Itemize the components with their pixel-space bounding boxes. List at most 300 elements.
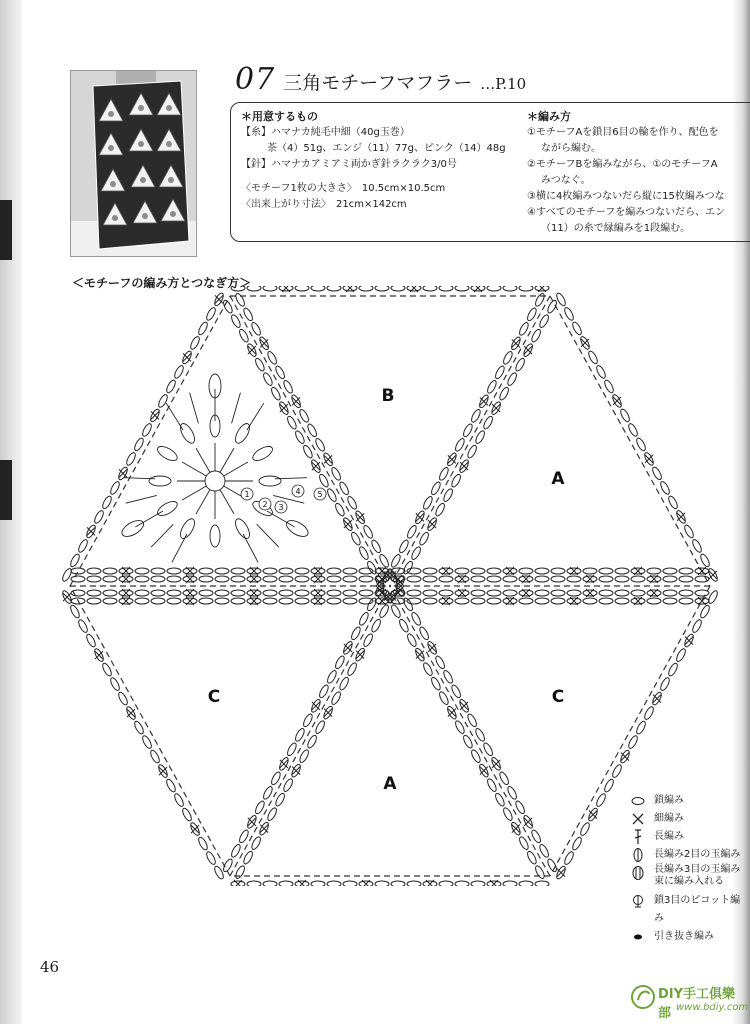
chain-stitch (430, 676, 442, 691)
chain-stitch (391, 881, 405, 886)
slip-stitch-icon (630, 928, 646, 946)
chain-stitch (487, 286, 501, 291)
chain-stitch (242, 307, 254, 322)
chain-stitch (199, 590, 213, 596)
chain-stitch (454, 720, 466, 735)
chain-stitch (295, 286, 309, 291)
single-crochet-mark (95, 651, 103, 659)
chain-stitch (442, 669, 454, 684)
chain-stitch (470, 408, 482, 423)
single-crochet-mark (709, 571, 717, 579)
section-title: ＜モチーフの編み方とつなぎ方＞ (72, 276, 252, 290)
chain-stitch (231, 568, 245, 574)
chain-stitch (583, 568, 597, 574)
chain-stitch (471, 598, 485, 604)
chain-stitch (519, 598, 533, 604)
chain-stitch (250, 836, 262, 851)
chain-stitch (378, 604, 390, 619)
chain-stitch (189, 335, 201, 350)
chain-stitch (69, 553, 81, 568)
round-number: 1 (244, 490, 250, 499)
single-crochet-mark (344, 644, 352, 652)
legend-item: 長編み2目の玉編み (630, 846, 750, 864)
chain-stitch (423, 598, 437, 604)
chain-stitch (635, 720, 647, 735)
round-number: 5 (317, 490, 323, 499)
chain-stitch (563, 306, 575, 321)
chain-stitch (71, 590, 85, 596)
chain-stitch (439, 286, 453, 291)
chain-stitch (279, 881, 293, 886)
watermark (628, 980, 748, 1020)
chain-stitch (173, 364, 185, 379)
chain-stitch (173, 793, 185, 808)
chain-stitch (434, 655, 446, 670)
single-crochet-mark (589, 811, 597, 819)
chain-stitch (343, 598, 357, 604)
cluster-stitch (233, 421, 253, 445)
chain-stitch (242, 850, 254, 865)
chain-stitch (535, 568, 549, 574)
chain-stitch (466, 713, 478, 728)
chain-stitch (470, 749, 482, 764)
chain-stitch (439, 576, 453, 582)
chain-stitch (266, 350, 278, 365)
chain-stitch (423, 590, 437, 596)
chain-stitch (407, 576, 421, 582)
chain-stitch (551, 568, 565, 574)
chain-stitch (167, 568, 181, 574)
single-crochet-mark (677, 513, 685, 521)
single-crochet-mark (119, 469, 127, 477)
chain-stitch (215, 598, 229, 604)
chain-stitch (302, 713, 314, 728)
chain-stitch (234, 292, 246, 307)
chain-stitch (679, 598, 693, 604)
chain-stitch (627, 422, 639, 437)
chain-stitch (663, 568, 677, 574)
chain-stitch (518, 836, 530, 851)
page-number: 46 (40, 958, 60, 976)
chain-stitch (266, 807, 278, 822)
chain-stitch (350, 626, 362, 641)
chain-stitch (695, 576, 709, 582)
chain-stitch (407, 590, 421, 596)
chain-stitch (87, 568, 101, 574)
chain-stitch (631, 590, 645, 596)
chain-stitch (506, 785, 518, 800)
cluster-stitch (251, 444, 275, 464)
stitch-legend (630, 792, 750, 946)
motif-label-a: A (551, 469, 565, 489)
chain-stitch (222, 299, 234, 314)
chain-stitch (234, 865, 246, 880)
chain-stitch (141, 422, 153, 437)
chain-stitch (439, 590, 453, 596)
double-crochet-icon (630, 828, 646, 846)
chain-stitch (327, 286, 341, 291)
chain-stitch (535, 576, 549, 582)
single-crochet-mark (492, 404, 500, 412)
single-crochet-mark (492, 760, 500, 768)
single-crochet-mark (428, 644, 436, 652)
chain-stitch (330, 691, 342, 706)
chain-stitch (462, 734, 474, 749)
chain-stitch (410, 546, 422, 561)
chain-stitch (141, 735, 153, 750)
chain-stitch (635, 437, 647, 452)
chain-stitch (615, 576, 629, 582)
chain-stitch (398, 618, 410, 633)
chain-stitch (455, 286, 469, 291)
chain-stitch (619, 408, 631, 423)
legend-item: 引き抜き編み (630, 928, 750, 946)
chain-stitch (247, 881, 261, 886)
chain-stitch (87, 598, 101, 604)
chain-stitch (579, 822, 591, 837)
chain-stitch (482, 742, 494, 757)
chain-stitch (438, 691, 450, 706)
chain-stitch (343, 568, 357, 574)
chain-stitch (346, 662, 358, 677)
chain-stitch (77, 538, 89, 553)
chain-stitch (359, 576, 373, 582)
single-crochet-icon (630, 810, 646, 828)
legend-item: 長編み3目の玉編み 束に編み入れる (630, 864, 750, 888)
chain-stitch (498, 771, 510, 786)
single-crochet-mark (344, 520, 352, 528)
cluster-stitch (178, 517, 198, 541)
page-reference: …P.10 (480, 75, 527, 93)
chain-stitch (103, 590, 117, 596)
single-crochet-mark (248, 346, 256, 354)
chain-stitch (418, 531, 430, 546)
chain-stitch (327, 568, 341, 574)
chain-stitch (471, 590, 485, 596)
chain-stitch (514, 800, 526, 815)
chain-stitch (71, 576, 85, 582)
chain-stitch (279, 576, 293, 582)
chain-stitch (375, 881, 389, 886)
chain-stitch (93, 509, 105, 524)
chain-stitch (157, 393, 169, 408)
chain-stitch (611, 764, 623, 779)
chain-stitch (165, 778, 177, 793)
chain-stitch (135, 576, 149, 582)
chain-stitch (454, 437, 466, 452)
chain-stitch (455, 881, 469, 886)
pattern-title (235, 62, 526, 98)
picot-icon (630, 892, 646, 910)
chain-stitch (263, 590, 277, 596)
chain-stitch (314, 720, 326, 735)
chain-stitch (551, 598, 565, 604)
cluster-stitch (178, 421, 198, 445)
method-step: （11）の糸で縁編みを1段編む。 (541, 223, 691, 234)
chain-stitch (263, 576, 277, 582)
chain-stitch (318, 684, 330, 699)
chain-stitch (85, 633, 97, 648)
single-crochet-mark (428, 520, 436, 528)
motif-label-c: C (207, 687, 221, 707)
chain-stitch (663, 598, 677, 604)
single-crochet-mark (557, 869, 565, 877)
chain-stitch (358, 611, 370, 626)
chain-stitch (487, 568, 501, 574)
motif-label-c: C (551, 687, 565, 707)
chain-stitch-icon (630, 792, 646, 810)
single-crochet-mark (127, 709, 135, 717)
chain-stitch (487, 598, 501, 604)
chain-stitch (327, 590, 341, 596)
chain-stitch (471, 881, 485, 886)
single-crochet-mark (260, 339, 268, 347)
chain-stitch (530, 328, 542, 343)
chain-stitch (615, 598, 629, 604)
binding-mark (0, 200, 12, 260)
chain-stitch (406, 524, 418, 539)
legend-item: 鎖編み (630, 792, 750, 810)
chain-stitch (103, 576, 117, 582)
chain-stitch (295, 590, 309, 596)
cluster-stitch (155, 499, 179, 519)
chain-stitch (519, 286, 533, 291)
chain-stitch (647, 568, 661, 574)
chain-stitch (327, 881, 341, 886)
method-step: ②モチーフBを編みながら、①のモチーフA (527, 159, 718, 170)
chain-stitch (346, 495, 358, 510)
needle-line: 【針】ハマナカアミアミ両かぎ針ラクラク3/0号 (241, 159, 457, 170)
chain-stitch (534, 292, 546, 307)
chain-stitch (567, 590, 581, 596)
materials-heading: ＊用意するもの (241, 110, 318, 123)
chain-stitch (69, 604, 81, 619)
single-crochet-mark (460, 462, 468, 470)
chain-stitch (699, 604, 711, 619)
chain-stitch (279, 568, 293, 574)
chain-stitch (306, 423, 318, 438)
chain-stitch (659, 480, 671, 495)
chain-stitch (151, 598, 165, 604)
chain-stitch (238, 829, 250, 844)
chain-stitch (101, 662, 113, 677)
chain-stitch (663, 576, 677, 582)
chain-stitch (215, 576, 229, 582)
chain-stitch (555, 292, 567, 307)
chain-stitch (230, 314, 242, 329)
chain-stitch (294, 430, 306, 445)
chain-stitch (133, 720, 145, 735)
chain-stitch (378, 553, 390, 568)
chain-stitch (343, 576, 357, 582)
round-number: 4 (295, 487, 301, 496)
chain-stitch (167, 598, 181, 604)
chain-stitch (167, 590, 181, 596)
single-crochet-mark (312, 462, 320, 470)
chain-stitch (695, 590, 709, 596)
chain-stitch (205, 306, 217, 321)
materials-box (230, 102, 750, 242)
chain-stitch (482, 415, 494, 430)
chain-stitch (466, 444, 478, 459)
chain-stitch (398, 539, 410, 554)
chain-stitch (506, 372, 518, 387)
round-number: 2 (262, 500, 268, 509)
chain-stitch (535, 590, 549, 596)
chain-stitch (407, 881, 421, 886)
chain-stitch (254, 800, 266, 815)
chain-stitch (691, 619, 703, 634)
chain-stitch (422, 495, 434, 510)
chain-stitch (151, 590, 165, 596)
chain-stitch (263, 568, 277, 574)
motif-label-b: B (381, 386, 395, 406)
pattern-name: 三角モチーフマフラー (283, 72, 473, 94)
single-crochet-mark (653, 695, 661, 703)
watermark-url: www.bdiy.com (676, 1002, 749, 1013)
chain-stitch (215, 568, 229, 574)
chain-stitch (295, 576, 309, 582)
chain-stitch (165, 379, 177, 394)
chain-stitch (295, 598, 309, 604)
chain-stitch (231, 286, 245, 291)
chain-stitch (109, 677, 121, 692)
chain-stitch (615, 568, 629, 574)
chain-stitch (199, 598, 213, 604)
chain-stitch (197, 321, 209, 336)
chain-stitch (197, 836, 209, 851)
dc2-cluster-icon (630, 846, 646, 864)
chain-stitch (167, 576, 181, 582)
single-crochet-mark (524, 346, 532, 354)
chain-stitch (462, 423, 474, 438)
chain-stitch (359, 286, 373, 291)
chain-stitch (651, 466, 663, 481)
chain-stitch (286, 415, 298, 430)
chain-stitch (514, 357, 526, 372)
chain-stitch (587, 350, 599, 365)
chain-stitch (595, 364, 607, 379)
chain-stitch (663, 590, 677, 596)
chain-stitch (370, 539, 382, 554)
chain-stitch (439, 881, 453, 886)
chain-stitch (571, 836, 583, 851)
chain-stitch (238, 328, 250, 343)
chain-stitch (502, 350, 514, 365)
single-crochet-mark (645, 455, 653, 463)
binding-mark (0, 460, 12, 520)
chain-stitch (343, 881, 357, 886)
chain-stitch (627, 735, 639, 750)
single-crochet-mark (356, 651, 364, 659)
single-crochet-mark (460, 702, 468, 710)
chain-stitch (375, 286, 389, 291)
chain-stitch (125, 451, 137, 466)
chain-stitch (151, 576, 165, 582)
chain-stitch (103, 598, 117, 604)
chain-stitch (675, 648, 687, 663)
chain-stitch (350, 531, 362, 546)
chain-stitch (103, 568, 117, 574)
dc3-cluster-icon (630, 864, 646, 882)
single-crochet-mark (292, 767, 300, 775)
chain-stitch (298, 749, 310, 764)
single-crochet-mark (524, 818, 532, 826)
chain-stitch (615, 590, 629, 596)
chain-stitch (391, 286, 405, 291)
chain-stitch (205, 851, 217, 866)
chain-stitch (487, 576, 501, 582)
chain-stitch (338, 676, 350, 691)
chain-stitch (270, 771, 282, 786)
chain-stitch (474, 430, 486, 445)
legend-item: 鎖3目のピコット編み (630, 892, 750, 928)
cluster-stitch (210, 525, 220, 547)
chain-stitch (358, 546, 370, 561)
method-step: ①モチーフAを鎖目6目の輪を作り、配色を (527, 127, 719, 138)
chain-stitch (679, 576, 693, 582)
single-crochet-mark (215, 295, 223, 303)
chain-stitch (263, 598, 277, 604)
motif-size-line: 〈モチーフ1枚の大きさ〉 10.5cm×10.5cm (241, 183, 446, 194)
chain-stitch (362, 524, 374, 539)
chain-stitch (286, 742, 298, 757)
single-crochet-mark (183, 353, 191, 361)
pattern-number: 07 (235, 62, 276, 97)
chain-stitch (327, 598, 341, 604)
chain-stitch (318, 473, 330, 488)
chain-stitch (494, 792, 506, 807)
chain-stitch (599, 576, 613, 582)
single-crochet-mark (87, 527, 95, 535)
chain-stitch (326, 669, 338, 684)
chain-stitch (474, 727, 486, 742)
chain-stitch (538, 843, 550, 858)
chain-stitch (151, 568, 165, 574)
chain-stitch (231, 576, 245, 582)
single-crochet-mark (292, 397, 300, 405)
single-crochet-mark (581, 339, 589, 347)
chain-stitch (282, 778, 294, 793)
chain-stitch (338, 481, 350, 496)
chain-stitch (498, 386, 510, 401)
chain-stitch (442, 488, 454, 503)
chain-stitch (230, 843, 242, 858)
chain-stitch (135, 568, 149, 574)
chain-stitch (526, 307, 538, 322)
chain-stitch (279, 598, 293, 604)
chain-stitch (683, 524, 695, 539)
chain-stitch (311, 881, 325, 886)
chain-stitch (247, 286, 261, 291)
single-crochet-mark (685, 637, 693, 645)
chain-stitch (314, 437, 326, 452)
chain-stitch (519, 881, 533, 886)
cluster-stitch (149, 476, 171, 486)
chain-stitch (326, 488, 338, 503)
chain-stitch (667, 662, 679, 677)
chain-stitch (270, 386, 282, 401)
chain-stitch (390, 604, 402, 619)
chain-stitch (487, 590, 501, 596)
chain-stitch (109, 480, 121, 495)
chain-stitch (538, 314, 550, 329)
chain-stitch (274, 365, 286, 380)
starting-ring (205, 471, 225, 491)
chain-stitch (250, 321, 262, 336)
chain-stitch (450, 473, 462, 488)
watermark-text: DIY手工俱樂部 (658, 987, 736, 1021)
